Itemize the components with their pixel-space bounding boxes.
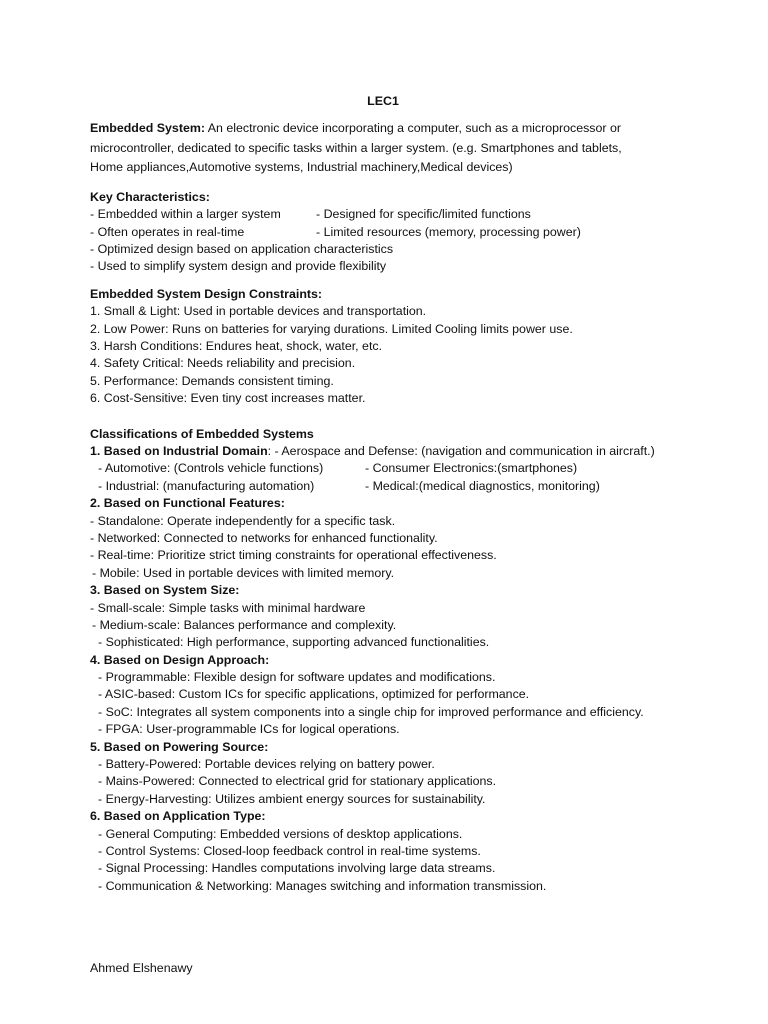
- constraint-item: 6. Cost-Sensitive: Even tiny cost increases matter.: [90, 391, 366, 406]
- design-item: - SoC: Integrates all system components into a single chip for improved performance and efficiency.: [98, 704, 644, 719]
- intro-term: Embedded System:: [90, 121, 205, 136]
- key-item: - Often operates in real-time: [90, 224, 245, 239]
- key-item: - Optimized design based on application characteristics: [90, 242, 394, 257]
- functional-item: - Networked: Connected to networks for enhanced functionality.: [90, 530, 438, 545]
- constraint-item: 2. Low Power: Runs on batteries for varying durations. Limited Cooling limits power use.: [90, 321, 573, 336]
- key-item: - Designed for specific/limited functions: [316, 207, 531, 222]
- constraint-item: 1. Small & Light: Used in portable devices and transportation.: [90, 304, 427, 319]
- constraint-item: 5. Performance: Demands consistent timing.: [90, 373, 334, 388]
- functional-item: - Standalone: Operate independently for a specific task.: [90, 513, 396, 528]
- power-item: - Battery-Powered: Portable devices relying on battery power.: [98, 757, 435, 772]
- functional-features-heading: 2. Based on Functional Features:: [90, 496, 285, 511]
- document-body: [90, 93, 730, 895]
- key-item: - Embedded within a larger system: [90, 207, 281, 222]
- key-item: - Used to simplify system design and provide flexibility: [90, 259, 387, 274]
- key-row: [90, 206, 730, 223]
- powering-source-heading: 5. Based on Powering Source:: [90, 739, 269, 754]
- intro-paragraph: [90, 119, 650, 178]
- key-item: - Limited resources (memory, processing power): [316, 224, 581, 239]
- industrial-item: - Industrial: (manufacturing automation): [98, 478, 315, 493]
- application-item: - Signal Processing: Handles computations involving large data streams.: [98, 861, 496, 876]
- size-item: - Medium-scale: Balances performance and complexity.: [92, 617, 397, 632]
- application-item: - Control Systems: Closed-loop feedback control in real-time systems.: [98, 843, 481, 858]
- design-item: - Programmable: Flexible design for software updates and modifications.: [98, 670, 496, 685]
- power-item: - Mains-Powered: Connected to electrical grid for stationary applications.: [98, 774, 497, 789]
- industrial-row: [90, 478, 730, 495]
- industrial-item: - Medical:(medical diagnostics, monitoring): [365, 478, 600, 493]
- application-type-heading: 6. Based on Application Type:: [90, 809, 266, 824]
- industrial-domain-rest: : - Aerospace and Defense: (navigation and communication in aircraft.): [267, 443, 655, 458]
- page-title: LEC1: [367, 94, 399, 108]
- functional-item: - Real-time: Prioritize strict timing constraints for operational effectiveness.: [90, 548, 497, 563]
- system-size-heading: 3. Based on System Size:: [90, 583, 240, 598]
- constraint-item: 4. Safety Critical: Needs reliability and precision.: [90, 356, 356, 371]
- design-item: - FPGA: User-programmable ICs for logical operations.: [98, 722, 400, 737]
- industrial-row: [90, 460, 730, 477]
- intro-definition: An electronic device incorporating a computer, such as a microprocessor or microcontroller, dedicated to specific tasks within a larger system. (e.g. Smartphones and tablets, Home appliances,Automotive systems, Industrial machinery,Medical devices): [90, 121, 622, 175]
- key-characteristics-heading: Key Characteristics:: [90, 189, 210, 204]
- constraints-heading: Embedded System Design Constraints:: [90, 286, 323, 301]
- industrial-item: - Consumer Electronics:(smartphones): [365, 461, 578, 476]
- industrial-domain-label: 1. Based on Industrial Domain: [90, 443, 268, 458]
- industrial-item: - Automotive: (Controls vehicle functions): [98, 461, 324, 476]
- classifications-heading: Classifications of Embedded Systems: [90, 426, 314, 441]
- size-item: - Sophisticated: High performance, supporting advanced functionalities.: [98, 635, 490, 650]
- application-item: - General Computing: Embedded versions of desktop applications.: [98, 826, 463, 841]
- design-approach-heading: 4. Based on Design Approach:: [90, 652, 270, 667]
- size-item: - Small-scale: Simple tasks with minimal hardware: [90, 600, 366, 615]
- industrial-domain-line: [90, 443, 730, 460]
- constraint-item: 3. Harsh Conditions: Endures heat, shock, water, etc.: [90, 339, 383, 354]
- key-row: [90, 224, 730, 241]
- functional-item: - Mobile: Used in portable devices with limited memory.: [92, 565, 395, 580]
- application-item: - Communication & Networking: Manages switching and information transmission.: [98, 878, 547, 893]
- design-item: - ASIC-based: Custom ICs for specific applications, optimized for performance.: [98, 687, 530, 702]
- power-item: - Energy-Harvesting: Utilizes ambient energy sources for sustainability.: [98, 791, 486, 806]
- author-footer: Ahmed Elshenawy: [90, 961, 193, 975]
